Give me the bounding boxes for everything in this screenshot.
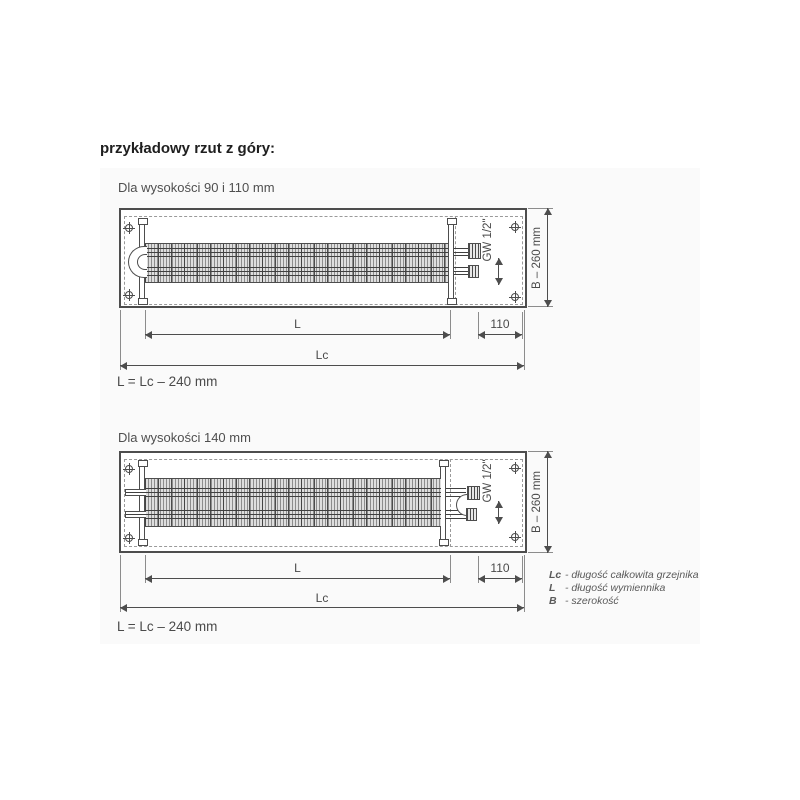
diagram2-pipe-fitting-lower	[466, 508, 477, 521]
diagram1-pipe-row-upper	[145, 248, 448, 257]
diagram1-stub-pipe-lower	[454, 267, 468, 275]
legend-term: L	[549, 582, 556, 594]
screw-icon	[123, 463, 135, 475]
diagram1-110-dimension-line	[478, 334, 522, 335]
diagram2-gw-connection-label: GW 1/2"	[482, 459, 494, 503]
diagram1-l-dimension-line	[145, 334, 450, 335]
diagram2-b-dimension-line	[547, 451, 548, 553]
diagram1-pipe-row-lower	[145, 267, 448, 276]
diagram2-pipe-row-lower	[145, 510, 441, 519]
diagram1-110-dimension-label: 110	[490, 317, 510, 331]
diagram2-lc-dimension-label: Lc	[315, 591, 329, 605]
screw-icon	[123, 289, 135, 301]
diagram2-lc-dimension-line	[120, 607, 524, 608]
legend	[549, 569, 699, 608]
diagram1-pipe-fitting-upper	[468, 243, 481, 259]
diagram1-lc-dimension-label: Lc	[315, 348, 329, 362]
diagram2-b-dimension-label: B – 260 mm	[531, 471, 543, 533]
extension-line	[450, 310, 451, 339]
screw-icon	[509, 531, 521, 543]
diagram1-section-label: Dla wysokości 90 i 110 mm	[118, 180, 275, 195]
diagram1-l-dimension-label: L	[294, 317, 301, 331]
diagram2-pipe-fitting-upper	[467, 486, 480, 500]
diagram2-section-label: Dla wysokości 140 mm	[118, 430, 251, 445]
screw-icon	[509, 291, 521, 303]
screw-icon	[509, 462, 521, 474]
screw-icon	[123, 222, 135, 234]
legend-item	[549, 582, 699, 595]
diagram2-110-dimension-line	[478, 578, 522, 579]
diagram2-110-dimension-label: 110	[490, 561, 510, 575]
extension-line	[450, 555, 451, 583]
diagram2-heat-exchanger	[145, 478, 441, 527]
extension-line	[522, 312, 523, 339]
legend-desc: - szerokość	[565, 595, 619, 607]
diagram1-stub-pipe-upper	[454, 248, 468, 256]
diagram2-formula-note: L = Lc – 240 mm	[117, 619, 218, 634]
legend-term: B	[549, 595, 557, 607]
legend-item	[549, 595, 699, 608]
diagram2-chamber-divider	[450, 459, 451, 547]
legend-desc: - długość całkowita grzejnika	[565, 569, 699, 581]
page-title: przykładowy rzut z góry:	[100, 140, 276, 157]
diagram1-gw-pointer-arrow	[498, 258, 499, 285]
diagram2-gw-pointer-arrow	[498, 501, 499, 524]
extension-line	[524, 310, 525, 370]
diagram2-pipe-stub-left-upper	[125, 489, 146, 496]
diagram1-b-dimension-label: B – 260 mm	[531, 227, 543, 289]
diagram1-gw-connection-label: GW 1/2"	[482, 218, 494, 262]
extension-line	[522, 556, 523, 583]
diagram1-chamber-divider	[455, 216, 456, 305]
diagram1-pipe-fitting-lower	[468, 265, 479, 278]
diagram2-pipe-row-upper	[145, 488, 441, 497]
diagram2-pipe-stub-left-lower	[125, 511, 146, 518]
legend-term: Lc	[549, 569, 562, 581]
diagram1-lc-dimension-line	[120, 365, 524, 366]
u-bend-pipe-inner	[137, 254, 147, 270]
extension-line	[524, 555, 525, 612]
diagram1-b-dimension-line	[547, 208, 548, 307]
diagram1-exchanger-endplate-right	[448, 218, 454, 305]
screw-icon	[509, 221, 521, 233]
diagram2-l-dimension-line	[145, 578, 450, 579]
screw-icon	[123, 532, 135, 544]
diagram2-l-dimension-label: L	[294, 561, 301, 575]
diagram1-formula-note: L = Lc – 240 mm	[117, 374, 218, 389]
legend-desc: - długość wymiennika	[565, 582, 666, 594]
legend-item	[549, 569, 699, 582]
